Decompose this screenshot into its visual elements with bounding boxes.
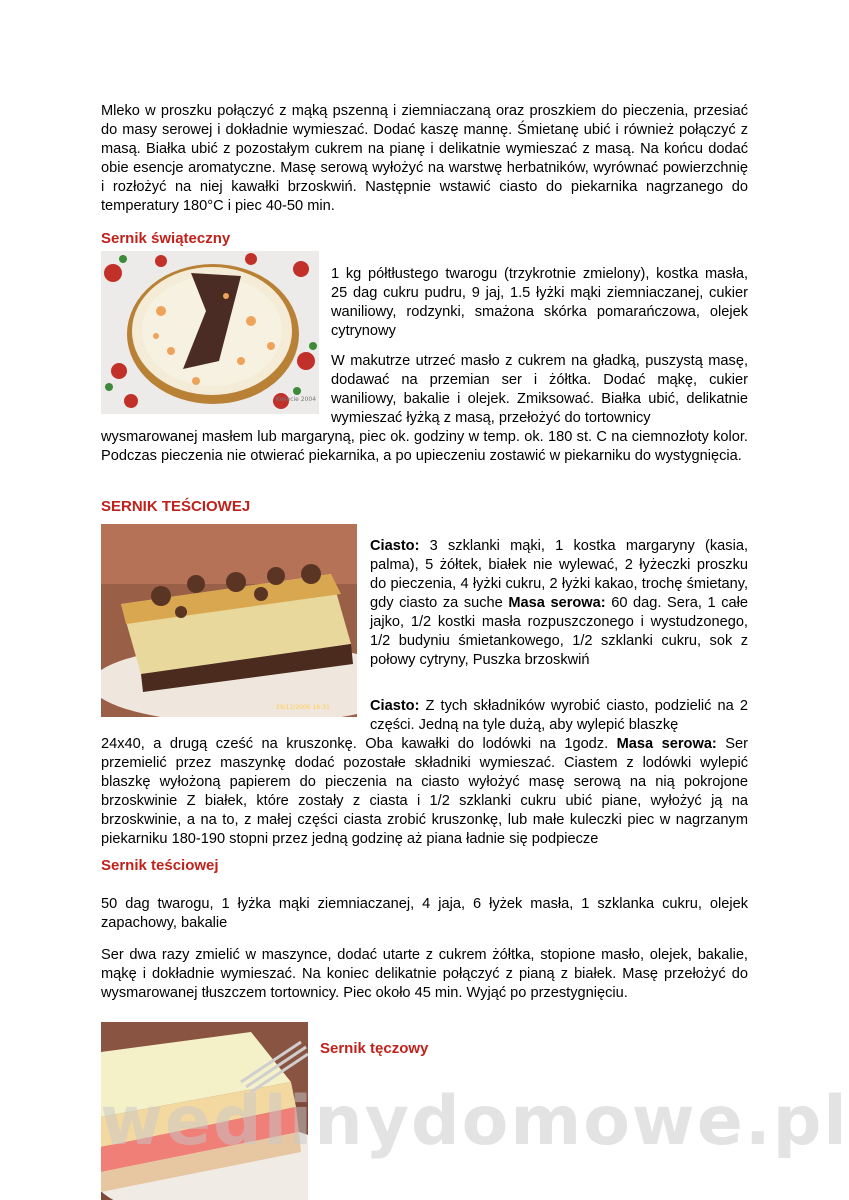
recipe2-ingredients-cheese: 60 dag. Sera, 1 całe jajko, 1/2 kostki masła rozpuszczonego i wystudzonego, 1/2 budyniu śmietankowego, 1/2 szklanki cukru, sok z połowy cytryny, Puszka brzoskwiń [370,595,748,668]
recipe3-ingredients: 50 dag twarogu, 1 łyżka mąki ziemniaczanej, 4 jaja, 6 łyżek masła, 1 szklanka cukru, olejek zapachowy, bakalie [101,896,748,931]
method-label-ciasto: Ciasto: [370,698,420,714]
recipe2-method-part2 [101,735,748,849]
recipe2-ingredients-dough: 3 szklanki mąki, 1 kostka margaryny (kasia, palma), 5 żółtek, białek nie wylewać, 2 łyżeczki proszku do pieczenia, 4 łyżki cukru, 2 łyżki kakao, trochę śmietany, gdy ciasto za suche [370,538,748,611]
label-masa-serowa: Masa serowa: [508,595,606,611]
recipe2-ingredients [370,537,748,670]
watermark: wedlinydomowe.pl [100,1082,849,1161]
label-ciasto: Ciasto: [370,538,420,554]
recipe1-method-part1: W makutrze utrzeć masło z cukrem na gładką, puszystą masę, dodawać na przemian ser i żółtka. Dodać mąkę, cukier waniliowy, bakalie i olejek. Zmiksować. Białka ubić, delikatnie wymieszać łyżką z masą, przełożyć do tortownicy [331,353,748,426]
recipe-title-sernik-tesciowej-upper: SERNIK TEŚCIOWEJ [101,498,251,515]
recipe1-method-part2: wysmarowanej masłem lub margaryną, piec ok. godziny w temp. ok. 180 st. C na ciemnozłoty kolor. Podczas pieczenia nie otwierać piekarnika, a po upieczeniu zostawić w piekarniku do wystygnięcia. [101,429,748,464]
method-label-masa-serowa: Masa serowa: [616,736,717,752]
recipe-title-sernik-teczowy: Sernik tęczowy [320,1040,429,1057]
photo-caption: Kwiecie 2004 [276,396,317,403]
recipe2-method-text-a: Z tych składników wyrobić ciasto, podzielić na 2 części. Jedną na tyle dużą, aby wylepić blaszkę [370,698,748,733]
recipe3-method: Ser dwa razy zmielić w maszynce, dodać utarte z cukrem żółtka, stopione masło, olejek, bakalie, mąkę i dokładnie wymieszać. Na koniec delikatnie połączyć z pianą z białek. Masę przełożyć do wysmarowanej tłuszczem tortownicy. Piec około 45 min. Wyjąć po przestygnięciu. [101,947,748,1001]
recipe-title-sernik-tesciowej: Sernik teściowej [101,857,219,874]
recipe-title-sernik-swiateczny: Sernik świąteczny [101,230,231,247]
intro-paragraph: Mleko w proszku połączyć z mąką pszenną i ziemniaczaną oraz proszkiem do pieczenia, przesiać do masy serowej i dokładnie wymieszać. Dodać kaszę mannę. Śmietanę ubić i również połączyć z masą. Białka ubić z pozostałym cukrem na pianę i delikatnie wymieszać z masą. Na końcu dodać obie esencje aromatyczne. Masę serową wyłożyć na warstwę herbatników, wyrównać powierzchnię i rozłożyć na niej kawałki brzoskwiń. Następnie wstawić ciasto do piekarnika nagrzanego do temperatury 180°C i piec 40-50 min. [101,103,748,214]
photo-timestamp: 29/12/2006 18:31 [276,704,330,711]
recipe2-method-part1 [370,697,748,735]
cheesecake-photo-tesciowej [101,524,357,717]
recipe2-method-text-b: 24x40, a drugą cześć na kruszonkę. Oba kawałki do lodówki na 1godz. [101,736,617,752]
recipe1-ingredients: 1 kg półtłustego twarogu (trzykrotnie zmielony), kostka masła, 25 dag cukru pudru, 9 jaj, 1.5 łyżki mąki ziemniaczanej, cukier waniliowy, rodzynki, smażona skórka pomarańczowa, olejek cytrynowy [331,266,748,339]
cheesecake-photo-swiateczny [101,251,319,414]
recipe2-method-text-c: Ser przemielić przez maszynkę dodać pozostałe składniki wymieszać. Ciastem z lodówki wylepić blaszkę wyłożoną papierem do pieczenia na ciasto wyłożyć masę serową na nią pokrojone brzoskwinie Z białek, które zostały z ciasta i 1/2 szklanki cukru ubić piane, wyłożyć ją na brzoskwinie, a na to, z małej części ciasta zrobić kruszonkę, lub małe kuleczki piec w nagrzanym piekarniku 180-190 stopni przez jedną godzinę aż piana ładnie się podpiecze [101,736,748,847]
